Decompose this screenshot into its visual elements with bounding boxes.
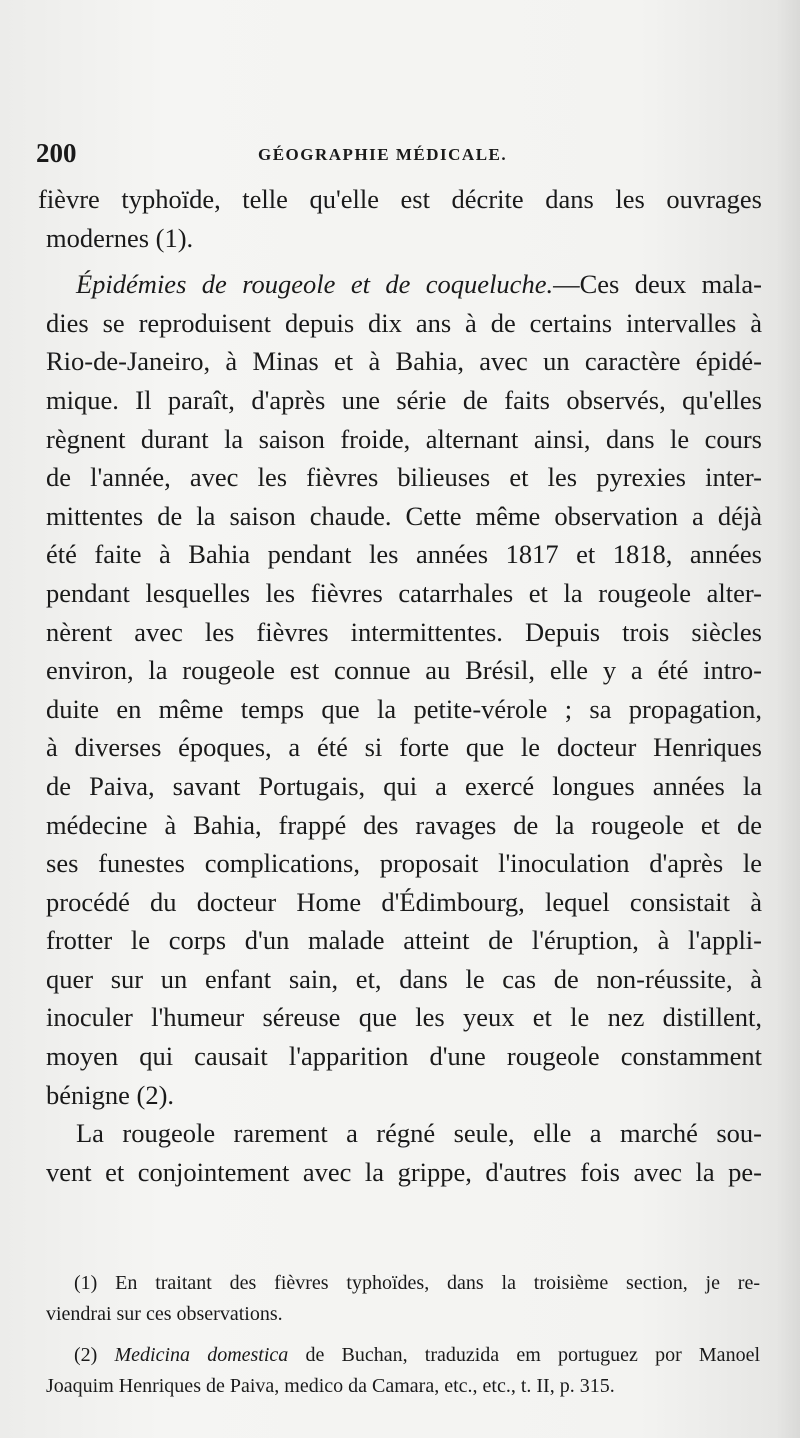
text-line: de Paiva, savant Portugais, qui a exercé longues années la <box>46 770 762 801</box>
text-line: pendant lesquelles les fièvres catarrhales et la rougeole alter- <box>46 577 762 608</box>
text-line: mittentes de la saison chaude. Cette même observation a déjà <box>46 500 762 531</box>
text-line: dies se reproduisent depuis dix ans à de certains intervalles à <box>46 307 762 338</box>
footnote-text: de Buchan, traduzida em portuguez por Manoel <box>288 1344 760 1366</box>
text-line: environ, la rougeole est connue au Brésil, elle y a été intro- <box>46 655 762 686</box>
text-line: été faite à Bahia pendant les années 1817 et 1818, années <box>46 539 762 570</box>
text-line: modernes (1). <box>46 222 194 253</box>
footnote-2 <box>46 1340 760 1402</box>
footnote-line: (1) En traitant des fièvres typhoïdes, dans la troisième section, je re- <box>74 1272 760 1294</box>
text-line: règnent durant la saison froide, alternant ainsi, dans le cours <box>46 423 762 454</box>
text-line: La rougeole rarement a régné seule, elle a marché sou- <box>76 1118 762 1149</box>
cited-title: Medicina domestica <box>114 1344 289 1366</box>
text-line: inoculer l'humeur séreuse que les yeux et le nez distillent, <box>46 1002 762 1033</box>
text-line: fièvre typhoïde, telle qu'elle est décrite dans les ouvrages <box>38 184 762 214</box>
section-heading-line <box>46 265 762 304</box>
text-line: nèrent avec les fièvres intermittentes. Depuis trois siècles <box>46 616 762 647</box>
text-line: duite en même temps que la petite-vérole ; sa propagation, <box>46 693 762 724</box>
footnote-marker: (2) <box>74 1344 115 1366</box>
text-line: mique. Il paraît, d'après une série de faits observés, qu'elles <box>46 384 762 415</box>
footnote-line <box>46 1340 760 1371</box>
footnote-line: Joaquim Henriques de Paiva, medico da Camara, etc., etc., t. II, p. 315. <box>46 1375 615 1397</box>
text-line: moyen qui causait l'apparition d'une rougeole constamment <box>46 1041 762 1072</box>
heading-tail: —Ces deux mala- <box>553 269 762 300</box>
text-line: vent et conjointement avec la grippe, d'autres fois avec la pe- <box>46 1156 762 1187</box>
page-number: 200 <box>36 138 77 168</box>
footnotes <box>46 1268 760 1402</box>
text-line: ses funestes complications, proposait l'inoculation d'après le <box>46 848 762 879</box>
text-line: à diverses époques, a été si forte que le docteur Henriques <box>46 732 762 763</box>
text-line: Rio-de-Janeiro, à Minas et à Bahia, avec un caractère épidé- <box>46 346 762 377</box>
body-text <box>38 180 762 1191</box>
text-line: bénigne (2). <box>46 1079 175 1110</box>
footnote-line: viendrai sur ces observations. <box>46 1303 283 1325</box>
footnote-1 <box>46 1268 760 1330</box>
text-line: procédé du docteur Home d'Édimbourg, lequel consistait à <box>46 886 762 917</box>
text-line: frotter le corps d'un malade atteint de l'éruption, à l'appli- <box>46 925 762 956</box>
running-title: GÉOGRAPHIE MÉDICALE. <box>258 145 508 164</box>
page-header <box>36 138 760 178</box>
text-line: quer sur un enfant sain, et, dans le cas de non-réussite, à <box>46 963 762 994</box>
section-heading: Épidémies de rougeole et de coqueluche. <box>76 269 554 300</box>
text-line: médecine à Bahia, frappé des ravages de la rougeole et de <box>46 809 762 840</box>
text-line: de l'année, avec les fièvres bilieuses et les pyrexies inter- <box>46 462 762 493</box>
